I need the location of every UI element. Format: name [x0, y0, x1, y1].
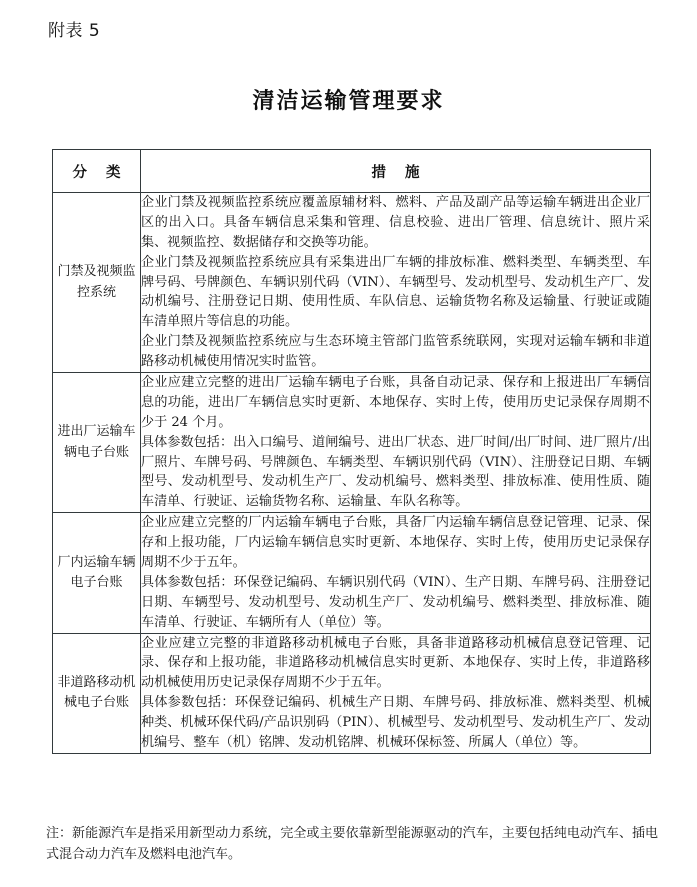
clean-transport-requirements-table [52, 149, 651, 754]
measure-paragraph: 企业应建立完整的厂内运输车辆电子台账，具备厂内运输车辆信息登记管理、记录、保存和上报功能，厂内运输车辆信息实时更新、本地保存、实时上传，使用历史记录保存周期不少于五年。 [141, 515, 650, 571]
row-category-cell: 非道路移动机械电子台账 [53, 633, 141, 753]
table-row [53, 193, 651, 373]
table-row [53, 513, 651, 633]
table-header-row [53, 150, 651, 193]
table-body [53, 193, 651, 754]
row-category-cell: 厂内运输车辆电子台账 [53, 513, 141, 633]
footnote: 注：新能源汽车是指采用新型动力系统，完全或主要依靠新型能源驱动的汽车，主要包括纯电动汽车、插电式混合动力汽车及燃料电池汽车。 [46, 826, 658, 862]
page-title: 清洁运输管理要求 [252, 89, 445, 114]
row-measure-cell [141, 513, 651, 633]
measure-paragraph: 具体参数包括：出入口编号、道闸编号、进出厂状态、进厂时间/出厂时间、进厂照片/出厂照片、车牌号码、号牌颜色、车辆类型、车辆识别代码（VIN）、注册登记日期、车辆型号、发动机型号、发动机生产厂、发动机编号、燃料类型、排放标准、使用性质、随车清单、行驶证、运输货物名称、运输量、车队名称等。 [141, 434, 650, 510]
measure-paragraph: 企业门禁及视频监控系统应覆盖原辅材料、燃料、产品及副产品等运输车辆进出企业厂区的出入口。具备车辆信息采集和管理、信息校验、进出厂管理、信息统计、照片采集、视频监控、数据储存和交换等功能。 [141, 195, 650, 250]
measure-paragraph: 具体参数包括：环保登记编码、机械生产日期、车牌号码、排放标准、燃料类型、机械种类、机械环保代码/产品识别码（PIN）、机械型号、发动机型号、发动机生产厂、发动机编号、整车（机）铭牌、发动机铭牌、机械环保标签、所属人（单位）等。 [141, 695, 650, 751]
table-row [53, 373, 651, 513]
requirements-table-wrapper [52, 149, 650, 754]
column-header-category: 分 类 [53, 150, 141, 193]
table-row [53, 633, 651, 753]
row-measure-cell [141, 373, 651, 513]
measure-paragraph: 具体参数包括：环保登记编码、车辆识别代码（VIN）、生产日期、车牌号码、注册登记日期、车辆型号、发动机型号、发动机生产厂、发动机编号、燃料类型、排放标准、随车清单、行驶证、车辆所有人（单位）等。 [141, 574, 650, 630]
row-measure-cell [141, 193, 651, 373]
row-measure-cell [141, 633, 651, 753]
measure-paragraph: 企业应建立完整的进出厂运输车辆电子台账，具备自动记录、保存和上报进出厂车辆信息的功能，进出厂车辆信息实时更新、本地保存、实时上传，使用历史记录保存周期不少于 24 个月。 [141, 375, 650, 430]
measure-paragraph: 企业门禁及视频监控系统应具有采集进出厂车辆的排放标准、燃料类型、车辆类型、车牌号码、号牌颜色、车辆识别代码（VIN）、车辆型号、发动机型号、发动机生产厂、发动机编号、注册登记日期、使用性质、车队信息、运输货物名称及运输量、行驶证或随车清单照片等信息的功能。 [141, 254, 650, 330]
column-header-measure: 措 施 [141, 150, 651, 193]
measure-paragraph: 企业应建立完整的非道路移动机械电子台账，具备非道路移动机械信息登记管理、记录、保存和上报功能，非道路移动机械信息实时更新、本地保存、实时上传，非道路移动机械使用历史记录保存周期不少于五年。 [141, 635, 650, 691]
row-category-cell: 门禁及视频监控系统 [53, 193, 141, 373]
row-category-cell: 进出厂运输车辆电子台账 [53, 373, 141, 513]
measure-paragraph: 企业门禁及视频监控系统应与生态环境主管部门监管系统联网，实现对运输车辆和非道路移动机械使用情况实时监管。 [141, 334, 650, 370]
sheet-label: 附表 5 [48, 21, 101, 41]
